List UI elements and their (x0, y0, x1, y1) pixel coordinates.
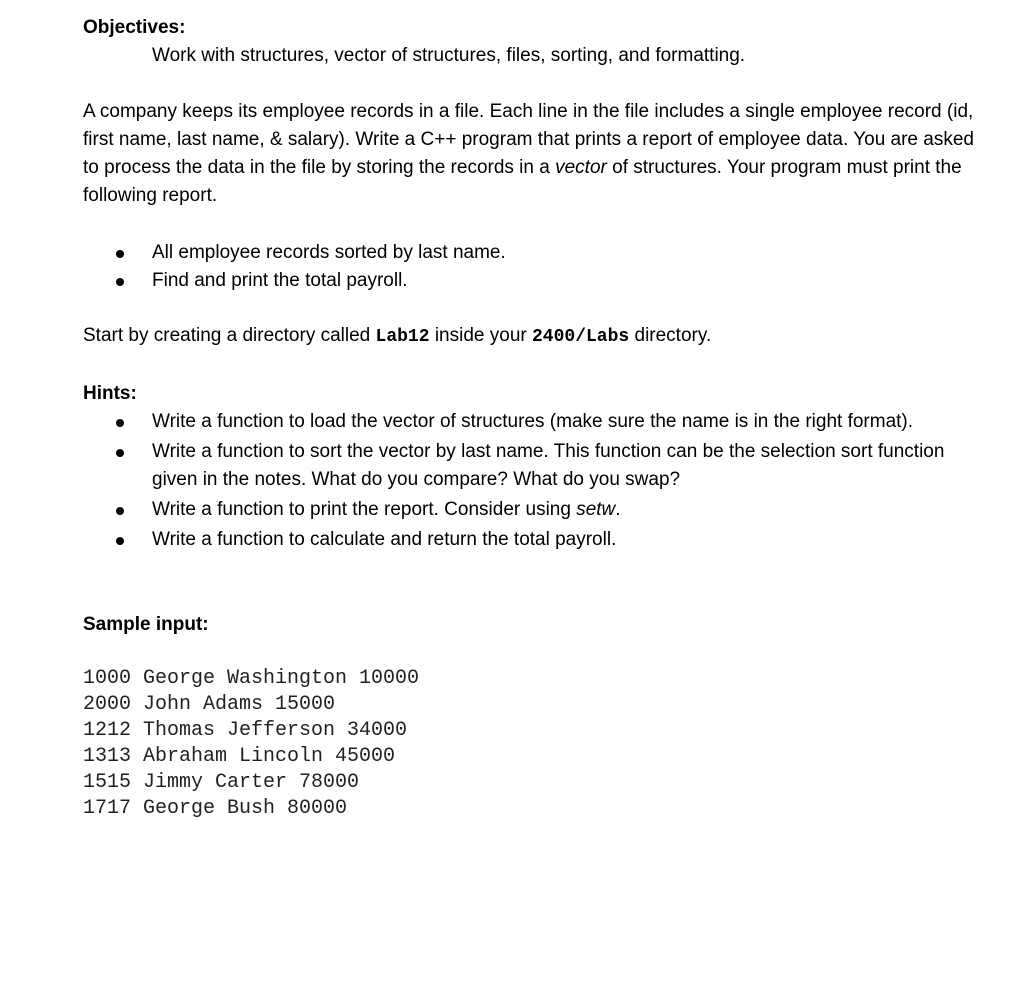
objectives-text: Work with structures, vector of structures, files, sorting, and formatting. (152, 45, 746, 66)
labs-path-code: 2400/Labs (532, 327, 630, 347)
list-item: Find and print the total payroll. (83, 267, 988, 295)
document-page (83, 14, 988, 822)
intro-text-part2: of structures. Your program must print the following report. (83, 157, 962, 206)
sample-input-block (83, 666, 988, 822)
setw-italic: setw (576, 499, 616, 520)
bullet-icon (116, 449, 124, 457)
sample-input-line: 1717 George Bush 80000 (83, 797, 348, 820)
list-item: Write a function to calculate and return the total payroll. (83, 526, 988, 554)
sample-input-heading: Sample input: (83, 614, 209, 635)
directory-paragraph: Start by creating a directory called Lab12 inside your 2400/Labs directory. (83, 325, 712, 347)
sample-input-line: 1515 Jimmy Carter 78000 (83, 771, 360, 794)
hints-heading: Hints: (83, 383, 137, 404)
list-item: Write a function to load the vector of structures (make sure the name is in the right format). (83, 408, 988, 436)
sample-input-line: 1313 Abraham Lincoln 45000 (83, 745, 396, 768)
requirements-list (83, 239, 988, 295)
bullet-icon (116, 250, 124, 258)
hints-list (83, 408, 988, 554)
intro-text-part1: A company keeps its employee records in a file. Each line in the file includes a single employee record (id, first name, last name, & salary). Write a C++ program that prints a report of employee data. You are asked to process the data in the file by storing the records in a (83, 101, 974, 178)
list-item: Write a function to print the report. Consider using setw. (83, 496, 988, 524)
list-item: Write a function to sort the vector by last name. This function can be the selection sort function given in the notes. What do you compare? What do you swap? (83, 438, 988, 494)
intro-text-vector: vector (555, 157, 607, 178)
bullet-icon (116, 507, 124, 515)
bullet-icon (116, 537, 124, 545)
lab12-code: Lab12 (375, 327, 430, 347)
sample-input-line: 2000 John Adams 15000 (83, 693, 336, 716)
bullet-icon (116, 278, 124, 286)
sample-input-line: 1212 Thomas Jefferson 34000 (83, 719, 408, 742)
sample-input-line: 1000 George Washington 10000 (83, 667, 420, 690)
list-item: All employee records sorted by last name. (83, 239, 988, 267)
intro-paragraph (83, 98, 988, 210)
objectives-heading: Objectives: (83, 17, 186, 38)
bullet-icon (116, 419, 124, 427)
